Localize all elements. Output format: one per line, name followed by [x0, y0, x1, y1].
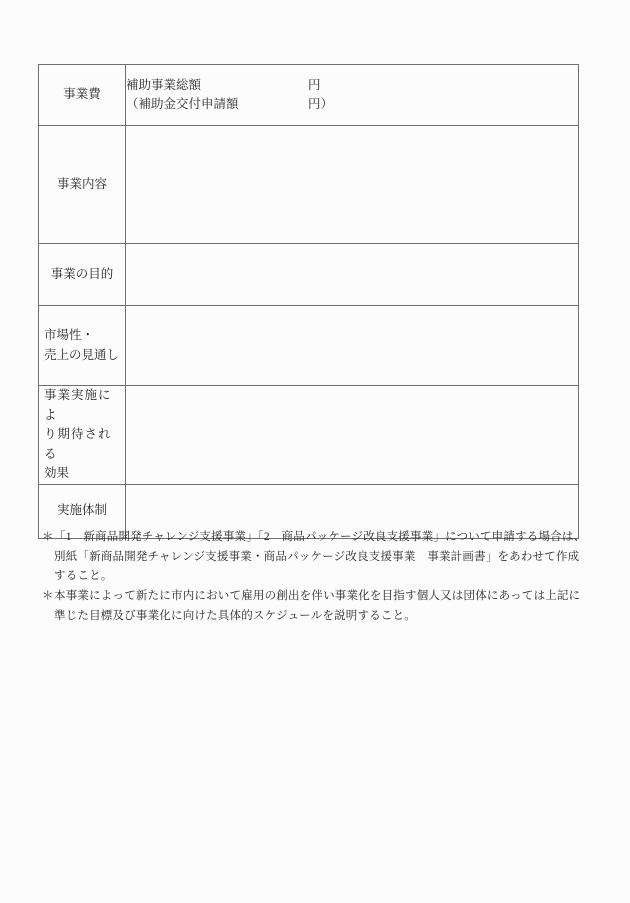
row-label-marketability [39, 306, 126, 386]
asterisk-marker: ＊ [42, 590, 54, 603]
marketability-label-line1: 市場性・ [44, 328, 95, 342]
footnote-line: 「1 新商品開発チャレンジ支援事業」「2 商品パッケージ改良支援事業」について申請する場合は、 [54, 531, 586, 543]
asterisk-marker: ＊ [42, 531, 54, 543]
expected-effects-label-line1: 事業実施によ [44, 388, 112, 422]
footnote-line: すること。 [54, 570, 113, 583]
expected-effects-field[interactable] [126, 386, 579, 485]
table-row-project-description [39, 126, 579, 244]
footnote-line: 本事業によって新たに市内において雇用の創出を伴い事業化を目指す個人又は団体にあっては上記に [54, 590, 581, 603]
project-purpose-field[interactable] [126, 244, 579, 306]
table-row-project-cost [39, 65, 579, 126]
project-cost-field[interactable] [126, 65, 579, 126]
footnote-line: 準じた目標及び事業化に向けた具体的スケジュールを説明すること。 [54, 609, 417, 622]
marketability-label-line2: 売上の見通し [44, 347, 120, 362]
table-row-project-purpose [39, 244, 579, 306]
business-plan-form-table [38, 64, 579, 539]
grant-application-unit: 円） [308, 97, 334, 111]
footnote-employment-creation-note [42, 587, 604, 626]
subsidy-total-label: 補助事業総額 [126, 78, 202, 92]
table-row-expected-effects [39, 386, 579, 485]
footnote-attached-plan-note [42, 528, 604, 587]
row-label-project-description: 事業内容 [39, 126, 126, 244]
row-label-project-cost: 事業費 [39, 65, 126, 126]
grant-application-label: （補助金交付申請額 [126, 97, 239, 111]
footnotes [42, 528, 604, 627]
subsidy-total-unit: 円 [308, 78, 321, 92]
subsidy-total-line [126, 76, 578, 95]
row-label-project-purpose: 事業の目的 [39, 244, 126, 306]
row-label-expected-effects [39, 386, 126, 485]
expected-effects-label-line3: 効果 [44, 466, 70, 480]
grant-application-line [126, 95, 578, 114]
marketability-field[interactable] [126, 306, 579, 386]
expected-effects-label-line2: り期待される [44, 427, 112, 461]
table-row-marketability [39, 306, 579, 386]
footnote-line: 別紙「新商品開発チャレンジ支援事業・商品パッケージ改良支援事業 事業計画書」をあわせて作成 [54, 550, 580, 563]
project-description-field[interactable] [126, 126, 579, 244]
row-label-implementation-structure: 実施体制 [39, 484, 126, 538]
